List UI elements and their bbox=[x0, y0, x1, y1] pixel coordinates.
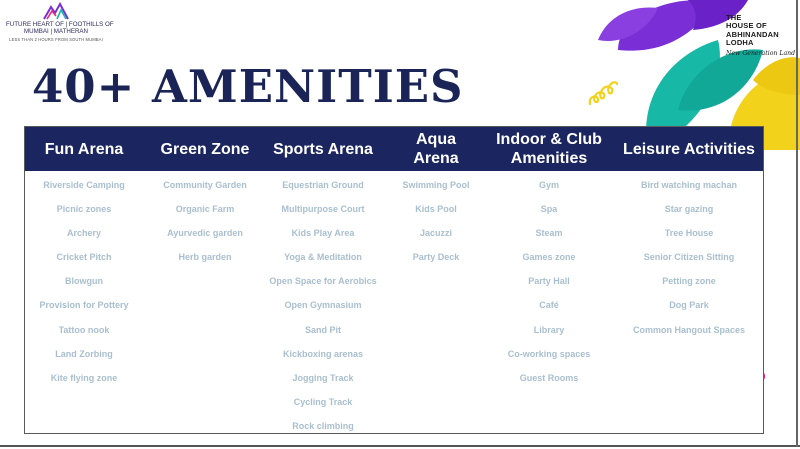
list-item: Provision for Pottery bbox=[39, 300, 129, 311]
logo-line-1: FUTURE HEART OF | FOOTHILLS OF bbox=[6, 21, 114, 28]
list-item: Jogging Track bbox=[292, 372, 354, 383]
list-item: Riverside Camping bbox=[43, 180, 125, 190]
list-item: Open Space for Aerobics bbox=[269, 276, 377, 287]
column-aqua-arena bbox=[393, 179, 479, 275]
amenities-table bbox=[24, 126, 764, 434]
list-item: Petting zone bbox=[662, 276, 716, 287]
brand-line-2: HOUSE OF bbox=[726, 21, 767, 31]
list-item: Kids Play Area bbox=[291, 228, 355, 239]
list-item: Yoga & Meditation bbox=[284, 252, 362, 263]
brand-line-1: THE bbox=[726, 13, 742, 22]
bottom-divider bbox=[0, 445, 800, 447]
list-item: Senior Citizen Sitting bbox=[643, 252, 735, 263]
list-item: Land Zorbing bbox=[55, 348, 113, 359]
list-item: Co-working spaces bbox=[507, 348, 591, 359]
list-item: Party Deck bbox=[412, 252, 460, 263]
list-item: Guest Rooms bbox=[519, 372, 579, 383]
list-item: Equestrian Ground bbox=[282, 180, 364, 190]
project-logo bbox=[6, 2, 114, 46]
list-item: Bird watching machan bbox=[640, 180, 738, 190]
mountain-logo-icon bbox=[42, 2, 70, 20]
page-title: 40+ AMENITIES bbox=[32, 60, 464, 113]
yellow-swirl-icon bbox=[586, 78, 620, 108]
list-item: Multipurpose Court bbox=[281, 204, 365, 215]
list-item: Open Gymnasium bbox=[284, 300, 362, 311]
list-item: Sand Pit bbox=[304, 324, 341, 335]
list-item: Tattoo nook bbox=[58, 324, 110, 335]
logo-line-2: MUMBAI | MATHERAN bbox=[23, 28, 89, 35]
list-item: Star gazing bbox=[664, 204, 714, 215]
list-item: Archery bbox=[66, 228, 102, 239]
list-item: Community Garden bbox=[163, 180, 247, 190]
right-divider bbox=[796, 0, 798, 447]
column-header-fun-arena: Fun Arena bbox=[44, 140, 124, 158]
list-item: Swimming Pool bbox=[402, 180, 470, 190]
list-item: Library bbox=[533, 324, 565, 335]
brand-line-4: LODHA bbox=[726, 38, 754, 48]
brand-line-3: ABHINANDAN bbox=[726, 29, 779, 39]
list-item: Ayurvedic garden bbox=[167, 228, 243, 239]
logo-line-3: LESS THAN 2 HOURS FROM SOUTH MUMBAI bbox=[9, 37, 103, 42]
list-item: Gym bbox=[538, 180, 559, 190]
list-item: Tree House bbox=[664, 228, 714, 239]
list-item: Herb garden bbox=[178, 252, 232, 263]
list-item: Rock climbing bbox=[292, 420, 354, 431]
column-header-aqua-arena: Aqua Arena bbox=[413, 131, 459, 167]
table-header bbox=[25, 127, 763, 171]
list-item: Café bbox=[539, 300, 559, 311]
list-item: Games zone bbox=[522, 252, 576, 263]
column-indoor-club bbox=[487, 179, 611, 396]
list-item: Steam bbox=[535, 228, 563, 239]
list-item: Jacuzzi bbox=[419, 228, 452, 239]
column-header-leisure: Leisure Activities bbox=[623, 140, 755, 158]
column-header-green-zone: Green Zone bbox=[160, 140, 250, 158]
list-item: Common Hangout Spaces bbox=[632, 324, 745, 335]
list-item: Kite flying zone bbox=[50, 372, 118, 383]
column-leisure bbox=[615, 179, 763, 348]
list-item: Cycling Track bbox=[293, 396, 353, 407]
list-item: Organic Farm bbox=[175, 204, 235, 215]
list-item: Party Hall bbox=[528, 276, 570, 287]
brand-tagline: New Generation Land bbox=[726, 49, 796, 57]
column-sports-arena bbox=[263, 179, 383, 444]
list-item: Kickboxing arenas bbox=[282, 348, 364, 359]
list-item: Picnic zones bbox=[56, 204, 112, 215]
list-item: Blowgun bbox=[65, 276, 103, 287]
list-item: Kids Pool bbox=[415, 204, 457, 215]
list-item: Cricket Pitch bbox=[56, 252, 112, 263]
column-header-sports-arena: Sports Arena bbox=[273, 140, 373, 158]
column-fun-arena bbox=[25, 179, 143, 396]
list-item: Spa bbox=[540, 204, 558, 215]
column-green-zone bbox=[143, 179, 267, 275]
column-header-indoor-club: Indoor & Club Amenities bbox=[496, 131, 602, 167]
list-item: Dog Park bbox=[669, 300, 709, 311]
brand-logo bbox=[726, 14, 798, 57]
